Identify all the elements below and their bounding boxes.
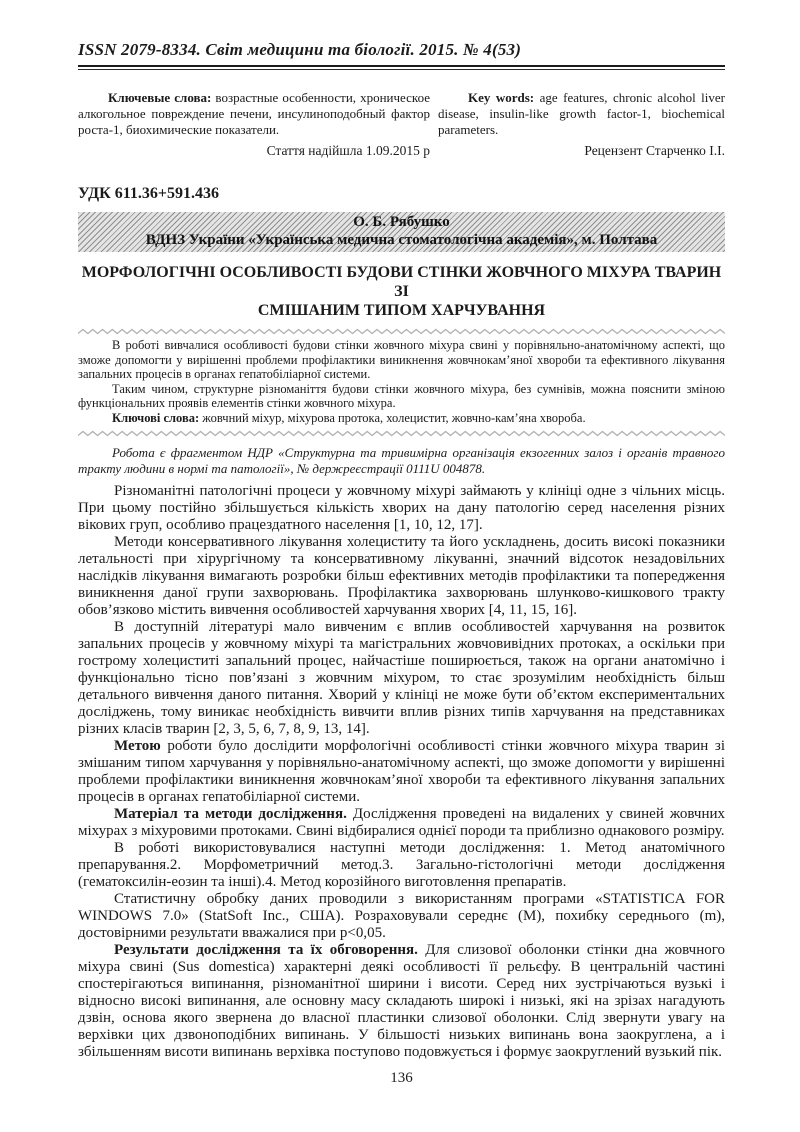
zigzag-border-top-icon	[78, 328, 725, 335]
received-note: Стаття надійшла 1.09.2015 р	[266, 143, 430, 158]
body-paragraph: В доступній літературі мало вивченим є вплив особливостей харчування на розвиток запальних процесів у жовчному міхурі та магістральних жовчовивідних протоках, а оскільки при гострому холециститі запальний процес, найчастіше поширюється, також на органи анатомічно і функціонально тісно пов’язані з жовчним міхуром, то стає зрозумілим необхідність більш детального вивчення даного питання. Хворий у клініці не може бути об’єктом експериментальних досліджень, тому виникає необхідність вивчити вплив різних типів харчування на представниках різних класів тварин [2, 3, 5, 6, 7, 8, 9, 13, 14].	[78, 618, 725, 737]
body-paragraph: Різноманітні патологічні процеси у жовчному міхурі займають у клініці одне з чільних місць. При цьому постійно збільшується кількість хворих на дану патологію серед населення різних вікових груп, особливо працездатного населення [1, 10, 12, 17].	[78, 482, 725, 533]
keywords-ru-label: Ключевые слова:	[108, 90, 212, 105]
abstract-block	[78, 328, 725, 437]
article-title-line1: МОРФОЛОГІЧНІ ОСОБЛИВОСТІ БУДОВИ СТІНКИ ЖОВЧНОГО МІХУРА ТВАРИН ЗІ	[81, 264, 722, 300]
page-number: 136	[390, 1069, 413, 1086]
body-paragraph: Результати дослідження та їх обговорення. Для слизової оболонки стінки дна жовчного міхура свині (Sus domestica) характерні деякі особливості її рельєфу. В центральній частині спостерігаються випинання, різноманітної ширини і висоти. Серед них зустрічаються вузькі і відносно високі випинання, але основну масу складають широкі і низькі, які на зрізах нагадують дзвін, основа якого звернена до власної пластинки слизової оболонки. Слід звернути увагу на верхівки цих дзвоноподібних випинань. У більшості низьких випинань вона заокруглена, а і збільшенням висоти випинань верхівка поступово подовжується і формує заокруглений вузький пік.	[78, 941, 725, 1060]
journal-header: ISSN 2079-8334. Світ медицини та біології. 2015. № 4(53)	[78, 40, 522, 59]
keywords-en-paragraph	[438, 90, 725, 138]
article-title	[78, 263, 725, 320]
abstract-paragraph-1: В роботі вивчалися особливості будови стінки жовчного міхура свині у порівняльно-анатомічному аспекті, що зможе допомогти у вирішенні проблеми профілактики виникнення жовчнокам’яної хвороби та ефективного лікування запальних процесів в органах гепатобіліарної системи.	[78, 338, 725, 382]
article-title-line2: СМІШАНИМ ТИПОМ ХАРЧУВАННЯ	[257, 302, 546, 319]
udc-code: УДК 611.36+591.436	[78, 185, 219, 202]
author-name: О. Б. Рябушко	[353, 214, 450, 230]
keywords-en-label: Key words:	[468, 90, 535, 105]
abstract-keywords-paragraph	[78, 411, 725, 426]
article-body	[78, 483, 725, 1061]
abstract-text	[78, 335, 725, 430]
header-rule	[78, 65, 725, 70]
keywords-ru-column	[78, 90, 430, 159]
keywords-en-text: age features, chronic alcohol liver disease, insulin-like growth factor-1, biochemical parameters.	[438, 90, 725, 137]
abstract-paragraph-2: Таким чином, структурне різноманіття будови стінки жовчного міхура, без сумнівів, можна пояснити зміною функціональних проявів елементів стінки жовчного міхура.	[78, 381, 725, 411]
author-block	[78, 212, 725, 252]
abstract-keywords-label: Ключові слова:	[112, 410, 200, 425]
previous-article-footer	[78, 90, 725, 159]
body-paragraph: Метою роботи було дослідити морфологічні особливості стінки жовчного міхура тварин зі змішаним типом харчування у порівняльно-анатомічному аспекті, що зможе допомогти у вирішенні проблеми профілактики виникнення жовчнокам’яної хвороби та ефективного лікування запальних процесів в органах гепатобіліарної системи.	[78, 737, 725, 805]
keywords-ru-text: возрастные особенности, хроническое алкогольное повреждение печени, инсулиноподобный фактор роста-1, биохимические показатели.	[78, 90, 430, 137]
reviewer-note: Рецензент Старченко І.І.	[584, 143, 725, 158]
body-paragraph: Статистичну обробку даних проводили з використанням програми «STATISTICA FOR WINDOWS 7.0» (StatSoft Inc., США). Розраховували середнє (М), похибку середнього (m), достовірними результати вважалися при р<0,05.	[78, 890, 725, 941]
research-project-note: Робота є фрагментом НДР «Структурна та тривимірна організація екзогенних залоз і органів травного тракту людини в нормі та патології», № держреєстрації 0111U 004878.	[78, 444, 725, 476]
keywords-ru-paragraph	[78, 90, 430, 138]
zigzag-border-bottom-icon	[78, 430, 725, 437]
abstract-keywords-text: жовчний міхур, міхурова протока, холецистит, жовчно-кам’яна хвороба.	[199, 410, 586, 425]
body-paragraph: Матеріал та методи дослідження. Дослідження проведені на видалених у свиней жовчних міхурах з міхуровими протоками. Свині відбиралися однієї породи та приблизно однакового розміру.	[78, 805, 725, 839]
body-paragraph: Методи консервативного лікування холециститу та його ускладнень, досить високі показники летальності при хірургічному та консервативному лікуванні, значний відсоток незадовільних наслідків лікування вимагають розробки більш ефективних методів профілактики та попередження виникнення даної групи захворювань. Профілактика захворювань шлунково-кишкового тракту обов’язково містить вивчення особливостей харчування хворих [4, 11, 15, 16].	[78, 533, 725, 618]
body-paragraph: В роботі використовувалися наступні методи дослідження: 1. Метод анатомічного препарування.2. Морфометричний метод.3. Загально-гістологічні методи дослідження (гематоксилін-еозин та інші).4. Метод корозійного виготовлення препаратів.	[78, 839, 725, 890]
keywords-en-column	[438, 90, 725, 159]
author-affiliation: ВДНЗ України «Українська медична стоматологічна академія», м. Полтава	[145, 231, 658, 248]
